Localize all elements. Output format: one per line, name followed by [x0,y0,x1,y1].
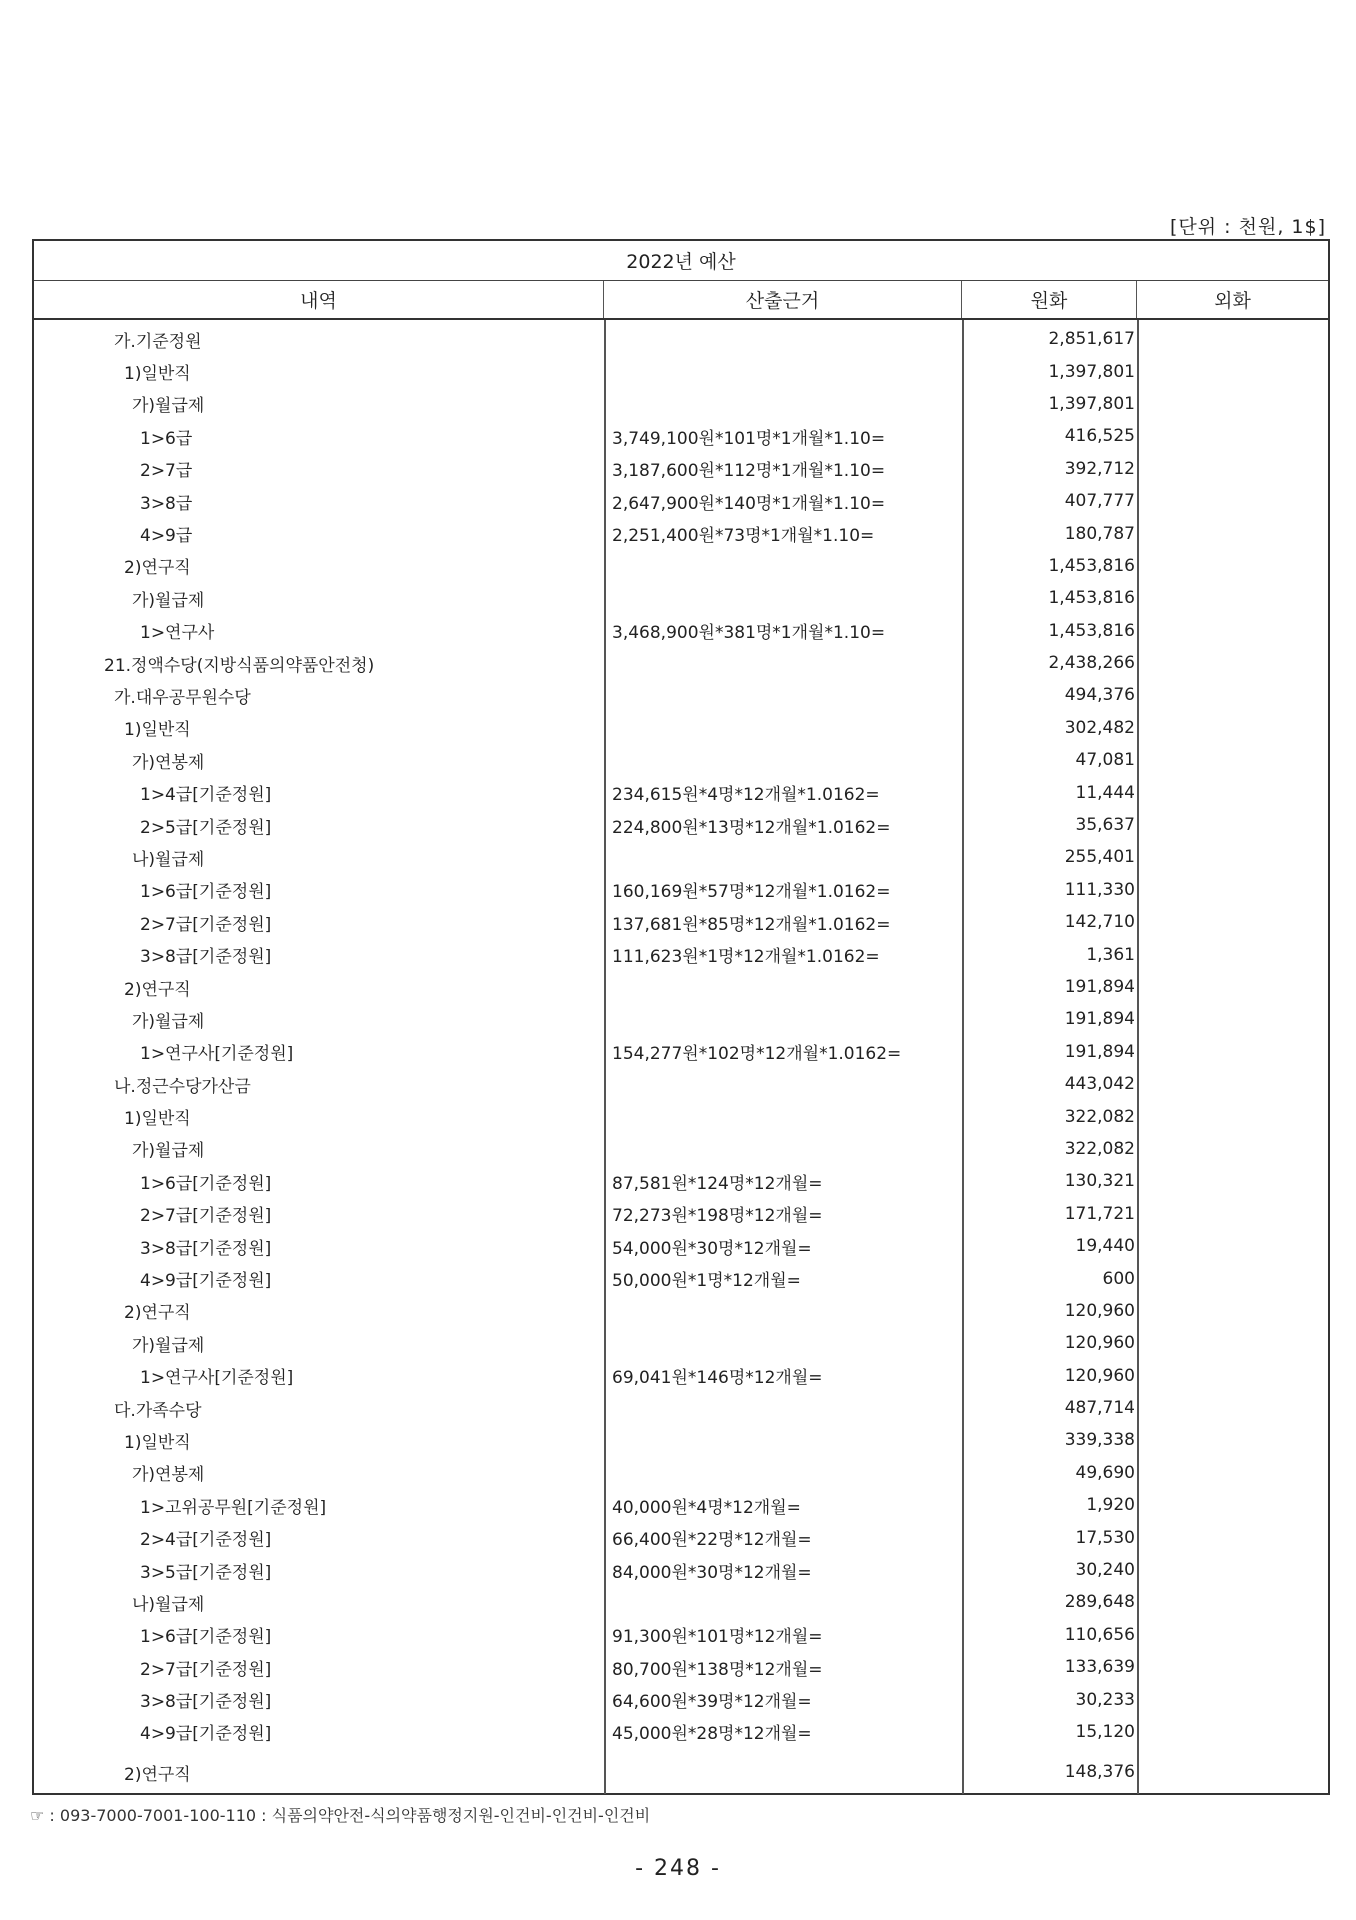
table-row [34,1230,1328,1262]
row-krw: 110,656 [1064,1624,1135,1645]
row-basis: 64,600원*39명*12개월= [612,1692,812,1713]
table-row [34,1586,1328,1618]
row-krw: 142,710 [1064,912,1135,933]
row-item: 1>6급[기준정원] [140,882,272,903]
unit-label: [단위 : 천원, 1$] [1170,216,1326,238]
row-krw: 494,376 [1064,685,1135,706]
table-body [34,320,1328,1794]
row-krw: 289,648 [1064,1592,1135,1613]
header-foreign: 외화 [1214,290,1251,312]
row-basis: 45,000원*28명*12개월= [612,1724,812,1745]
row-basis: 69,041원*146명*12개월= [612,1368,823,1389]
table-row [34,1619,1328,1651]
table-row [34,1716,1328,1748]
row-basis: 2,251,400원*73명*1개월*1.10= [612,526,875,547]
table-row [34,615,1328,647]
row-item: 3>5급[기준정원] [140,1562,272,1583]
table-row [34,355,1328,387]
row-item: 1>6급[기준정원] [140,1173,272,1194]
table-row [34,874,1328,906]
row-item: 2)연구직 [124,979,191,1000]
table-row [34,1360,1328,1392]
row-item: 1>연구사 [140,623,215,644]
table-row [34,1003,1328,1035]
row-item: 1>4급[기준정원] [140,785,272,806]
table-row [34,1489,1328,1521]
row-krw: 1,397,801 [1048,393,1135,414]
row-basis: 54,000원*30명*12개월= [612,1238,812,1259]
table-row [34,1392,1328,1424]
table-row [34,1683,1328,1715]
row-krw: 407,777 [1064,491,1135,512]
row-krw: 15,120 [1075,1721,1135,1742]
row-krw: 111,330 [1064,879,1135,900]
row-basis: 3,749,100원*101명*1개월*1.10= [612,428,886,449]
table-row [34,1262,1328,1294]
table-row [34,906,1328,938]
row-basis: 137,681원*85명*12개월*1.0162= [612,914,891,935]
row-basis: 160,169원*57명*12개월*1.0162= [612,882,891,903]
table-row [34,550,1328,582]
header-krw: 원화 [962,281,1137,318]
row-krw: 1,361 [1086,944,1135,965]
row-basis: 50,000원*1명*12개월= [612,1271,801,1292]
row-basis: 111,623원*1명*12개월*1.0162= [612,947,880,968]
row-krw: 19,440 [1075,1236,1135,1257]
table-row [34,1756,1328,1788]
row-krw: 120,960 [1064,1300,1135,1321]
row-krw: 30,233 [1075,1689,1135,1710]
row-item: 3>8급[기준정원] [140,947,272,968]
table-rows [34,323,1328,1789]
table-row [34,1165,1328,1197]
row-krw: 49,690 [1075,1462,1135,1483]
row-krw: 255,401 [1064,847,1135,868]
row-item: 가)월급제 [132,1011,205,1032]
page-number: - 248 - [635,1856,721,1881]
budget-table [32,239,1330,1795]
table-row [34,841,1328,873]
row-krw: 130,321 [1064,1171,1135,1192]
row-krw: 171,721 [1064,1203,1135,1224]
row-krw: 487,714 [1064,1398,1135,1419]
row-item: 가)월급제 [132,1335,205,1356]
row-item: 2>7급[기준정원] [140,914,272,935]
table-row [34,1036,1328,1068]
row-item: 1)일반직 [124,720,191,741]
table-row [34,582,1328,614]
row-item: 2)연구직 [124,1303,191,1324]
table-row [34,647,1328,679]
table-row [34,1554,1328,1586]
table-row [34,1100,1328,1132]
row-krw: 2,851,617 [1048,329,1135,350]
row-krw: 302,482 [1064,717,1135,738]
row-item: 2)연구직 [124,1764,191,1785]
row-basis: 40,000원*4명*12개월= [612,1497,801,1518]
row-krw: 35,637 [1075,815,1135,836]
table-row [34,971,1328,1003]
header-basis: 산출근거 [604,281,962,318]
account-code-footer: ☞ : 093-7000-7001-100-110 : 식품의약안전-식의약품행정지원-인건비-인건비-인건비 [30,1806,651,1825]
table-row [34,938,1328,970]
row-item: 가)월급제 [132,590,205,611]
table-row [34,1424,1328,1456]
row-krw: 191,894 [1064,977,1135,997]
table-row [34,1327,1328,1359]
row-krw: 30,240 [1075,1560,1135,1581]
row-krw: 2,438,266 [1048,653,1135,674]
row-item: 4>9급 [140,526,193,547]
row-item: 가)연봉제 [132,752,205,773]
row-item: 가)월급제 [132,1141,205,1162]
row-basis: 87,581원*124명*12개월= [612,1173,823,1194]
row-basis: 3,187,600원*112명*1개월*1.10= [612,461,886,482]
table-row [34,388,1328,420]
row-krw: 1,453,816 [1048,588,1135,609]
row-item: 2>7급[기준정원] [140,1206,272,1227]
row-krw: 1,453,816 [1048,555,1135,576]
row-item: 1>6급[기준정원] [140,1627,272,1648]
row-krw: 180,787 [1064,523,1135,544]
table-row [34,712,1328,744]
table-row [34,1457,1328,1489]
row-basis: 234,615원*4명*12개월*1.0162= [612,785,880,806]
row-item: 2>4급[기준정원] [140,1530,272,1551]
row-item: 2)연구직 [124,558,191,579]
row-item: 1)일반직 [124,1432,191,1453]
row-basis: 80,700원*138명*12개월= [612,1659,823,1680]
row-basis: 91,300원*101명*12개월= [612,1627,823,1648]
row-item: 21.정액수당(지방식품의약품안전청) [104,655,375,676]
table-row [34,1651,1328,1683]
row-krw: 443,042 [1064,1074,1135,1095]
row-item: 3>8급[기준정원] [140,1692,272,1713]
row-krw: 133,639 [1064,1657,1135,1678]
table-row [34,679,1328,711]
row-item: 2>7급[기준정원] [140,1659,272,1680]
row-item: 1>연구사[기준정원] [140,1044,294,1065]
row-krw: 11,444 [1075,782,1135,803]
row-basis: 84,000원*30명*12개월= [612,1562,812,1583]
row-krw: 322,082 [1064,1138,1135,1159]
table-row [34,420,1328,452]
row-krw: 120,960 [1064,1333,1135,1354]
row-item: 2>7급 [140,461,193,482]
row-krw: 1,920 [1086,1495,1135,1516]
table-row [34,323,1328,355]
row-item: 1>6급 [140,428,193,449]
row-item: 나)월급제 [132,849,205,870]
table-row [34,1521,1328,1553]
row-basis: 3,468,900원*381명*1개월*1.10= [612,623,886,644]
row-item: 1>고위공무원[기준정원] [140,1497,327,1518]
row-item: 나.정근수당가산금 [114,1076,251,1097]
row-krw: 600 [1102,1268,1135,1289]
table-row [34,1198,1328,1230]
row-krw: 1,397,801 [1048,361,1135,382]
table-row [34,1295,1328,1327]
row-krw: 392,712 [1064,458,1135,479]
row-basis: 154,277원*102명*12개월*1.0162= [612,1044,902,1065]
row-krw: 120,960 [1064,1365,1135,1386]
row-krw: 47,081 [1075,750,1135,771]
table-row [34,1133,1328,1165]
table-row [34,776,1328,808]
row-item: 4>9급[기준정원] [140,1271,272,1292]
row-item: 가)연봉제 [132,1465,205,1486]
row-item: 나)월급제 [132,1594,205,1615]
row-krw: 339,338 [1064,1430,1135,1451]
row-item: 다.가족수당 [114,1400,202,1421]
row-item: 3>8급[기준정원] [140,1238,272,1259]
row-basis: 2,647,900원*140명*1개월*1.10= [612,493,886,514]
row-item: 1)일반직 [124,364,191,385]
row-basis: 66,400원*22명*12개월= [612,1530,812,1551]
row-krw: 322,082 [1064,1106,1135,1127]
row-item: 2>5급[기준정원] [140,817,272,838]
table-row [34,485,1328,517]
row-item: 1)일반직 [124,1109,191,1130]
row-krw: 1,453,816 [1048,620,1135,641]
table-title: 2022년 예산 [34,241,1328,281]
row-item: 3>8급 [140,493,193,514]
row-item: 1>연구사[기준정원] [140,1368,294,1389]
table-row [34,809,1328,841]
row-item: 가.기준정원 [114,331,202,352]
row-krw: 191,894 [1064,1041,1135,1062]
table-header [34,281,1328,320]
row-krw: 17,530 [1075,1527,1135,1548]
row-krw: 191,894 [1064,1009,1135,1030]
table-row [34,453,1328,485]
table-row [34,517,1328,549]
header-item: 내역 [34,281,604,318]
row-basis: 72,273원*198명*12개월= [612,1206,823,1227]
table-row [34,1068,1328,1100]
table-row [34,744,1328,776]
row-krw: 416,525 [1064,426,1135,447]
row-item: 가.대우공무원수당 [114,687,251,708]
row-item: 가)월급제 [132,396,205,417]
row-krw: 148,376 [1064,1762,1135,1783]
row-item: 4>9급[기준정원] [140,1724,272,1745]
row-basis: 224,800원*13명*12개월*1.0162= [612,817,891,838]
